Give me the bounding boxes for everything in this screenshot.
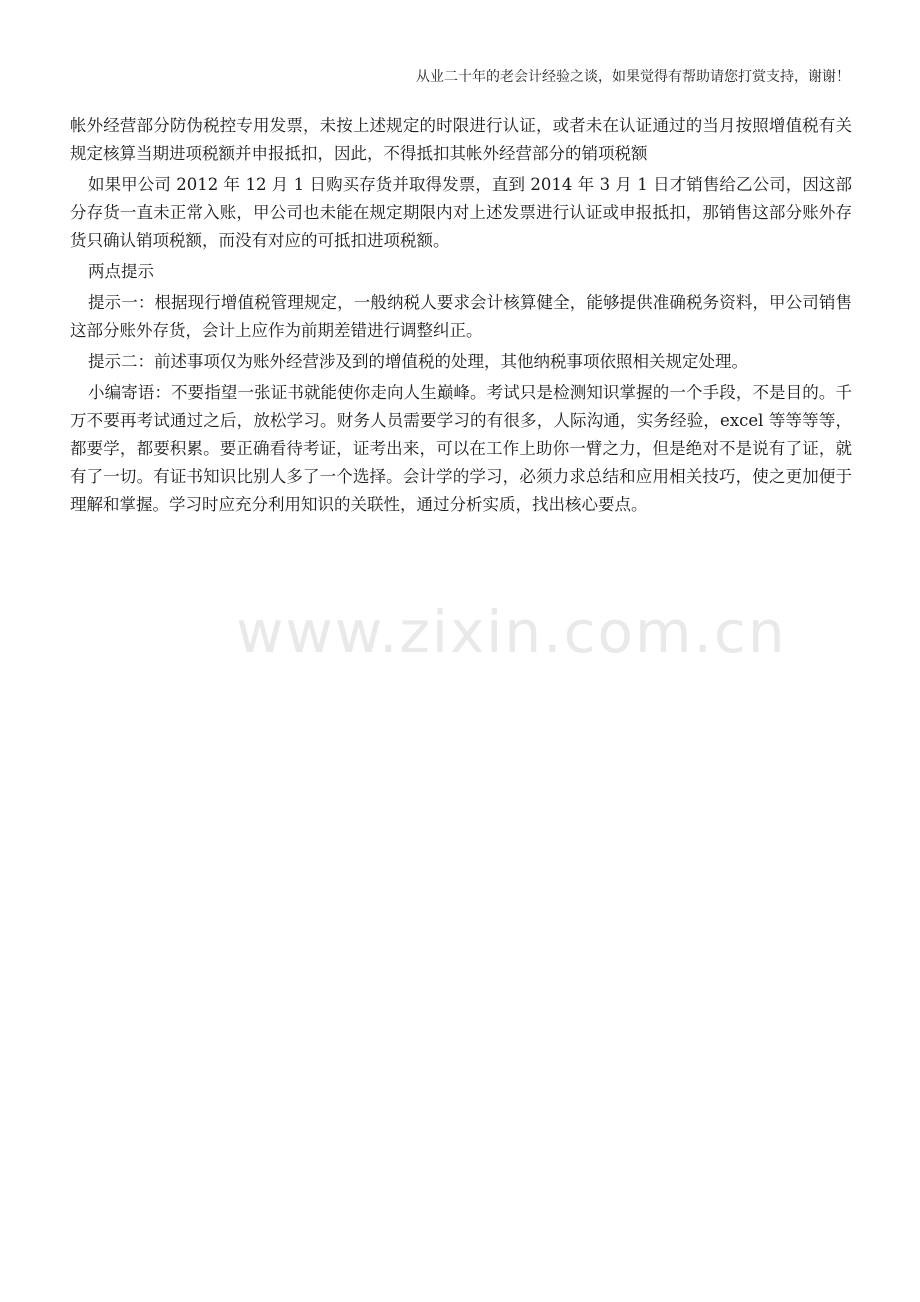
- paragraph-example: 如果甲公司 2012 年 12 月 1 日购买存货并取得发票，直到 2014 年 3 月 1 日才销售给乙公司，因这部分存货一直未正常入账，甲公司也未能在规定期限内对上述发票进行认证或申报抵扣，那销售这部分账外存货只确认销项税额，而没有对应的可抵扣进项税额。: [70, 175, 852, 250]
- section-heading-tips: 两点提示: [88, 262, 154, 281]
- paragraph-editor-note: 小编寄语：不要指望一张证书就能使你走向人生巅峰。考试只是检测知识掌握的一个手段，不是目的。千万不要再考试通过之后，放松学习。财务人员需要学习的有很多，人际沟通，实务经验，excel 等等等等，都要学，都要积累。要正确看待考证，证考出来，可以在工作上助你一臂之力，但是绝对不是说有了证，就有了一切。有证书知识比别人多了一个选择。会计学的学习，必须力求总结和应用相关技巧，使之更加便于理解和掌握。学习时应充分利用知识的关联性，通过分析实质，找出核心要点。: [70, 383, 852, 514]
- paragraph-tip-one: 提示一：根据现行增值税管理规定，一般纳税人要求会计核算健全，能够提供准确税务资料，甲公司销售这部分账外存货，会计上应作为前期差错进行调整纠正。: [70, 293, 852, 340]
- paragraph-continuation: 帐外经营部分防伪税控专用发票，未按上述规定的时限进行认证，或者未在认证通过的当月按照增值税有关规定核算当期进项税额并申报抵扣，因此，不得抵扣其帐外经营部分的销项税额: [70, 116, 852, 163]
- document-body: [70, 112, 852, 522]
- watermark: www.zixin.com.cn: [236, 598, 787, 666]
- paragraph-tip-two: 提示二：前述事项仅为账外经营涉及到的增值税的处理，其他纳税事项依照相关规定处理。: [88, 352, 748, 371]
- header-note: 从业二十年的老会计经验之谈，如果觉得有帮助请您打赏支持，谢谢！: [416, 69, 850, 85]
